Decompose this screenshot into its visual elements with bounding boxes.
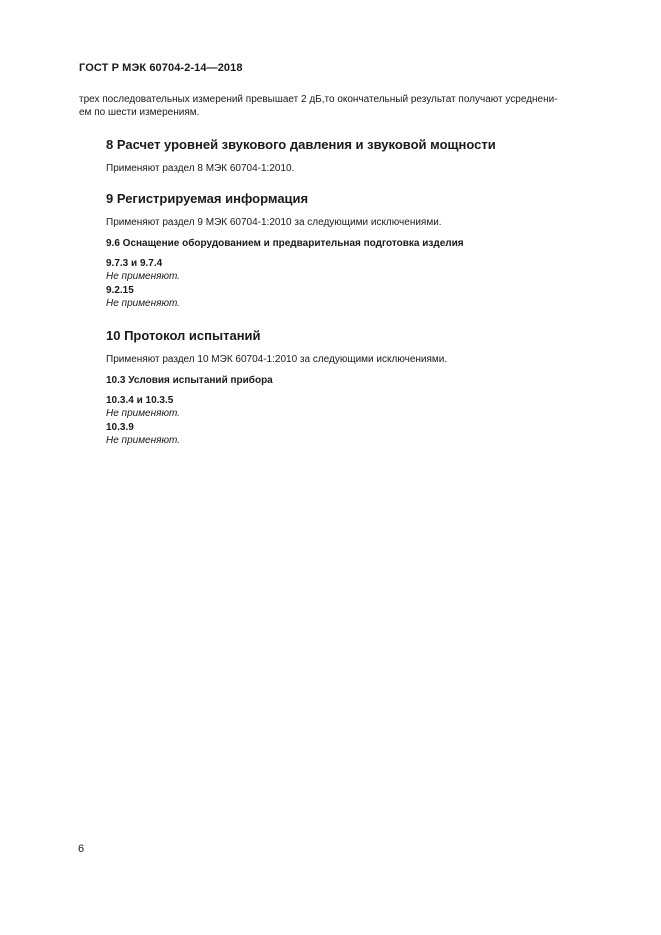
clause-9-2-15-note: Не применяют. [106,298,180,309]
continuation-line-1: трех последовательных измерений превышает 2 дБ,то окончательный результат получают усреднени- [79,94,558,105]
section-8-heading: 8 Расчет уровней звукового давления и звуковой мощности [106,137,496,152]
standard-header: ГОСТ Р МЭК 60704-2-14—2018 [79,62,243,74]
clause-9-2-15: 9.2.15 [106,285,134,296]
page-number: 6 [78,843,85,855]
section-10-text: Применяют раздел 10 МЭК 60704-1:2010 за следующими исключениями. [106,354,448,365]
clause-10-3-4: 10.3.4 и 10.3.5 [106,395,174,406]
section-9-text: Применяют раздел 9 МЭК 60704-1:2010 за следующими исключениями. [106,217,442,228]
clause-9-7-3-note: Не применяют. [106,271,180,282]
clause-9-7-3: 9.7.3 и 9.7.4 [106,258,163,269]
section-8-text: Применяют раздел 8 МЭК 60704-1:2010. [106,163,295,174]
clause-10-3-9: 10.3.9 [106,422,134,433]
section-10-heading: 10 Протокол испытаний [106,328,261,343]
continuation-line-2: ем по шести измерениям. [79,107,200,118]
clause-10-3-9-note: Не применяют. [106,435,180,446]
subsection-10-3-heading: 10.3 Условия испытаний прибора [106,375,273,386]
clause-10-3-4-note: Не применяют. [106,408,180,419]
subsection-9-6-heading: 9.6 Оснащение оборудованием и предварительная подготовка изделия [106,238,464,249]
section-9-heading: 9 Регистрируемая информация [106,191,309,206]
